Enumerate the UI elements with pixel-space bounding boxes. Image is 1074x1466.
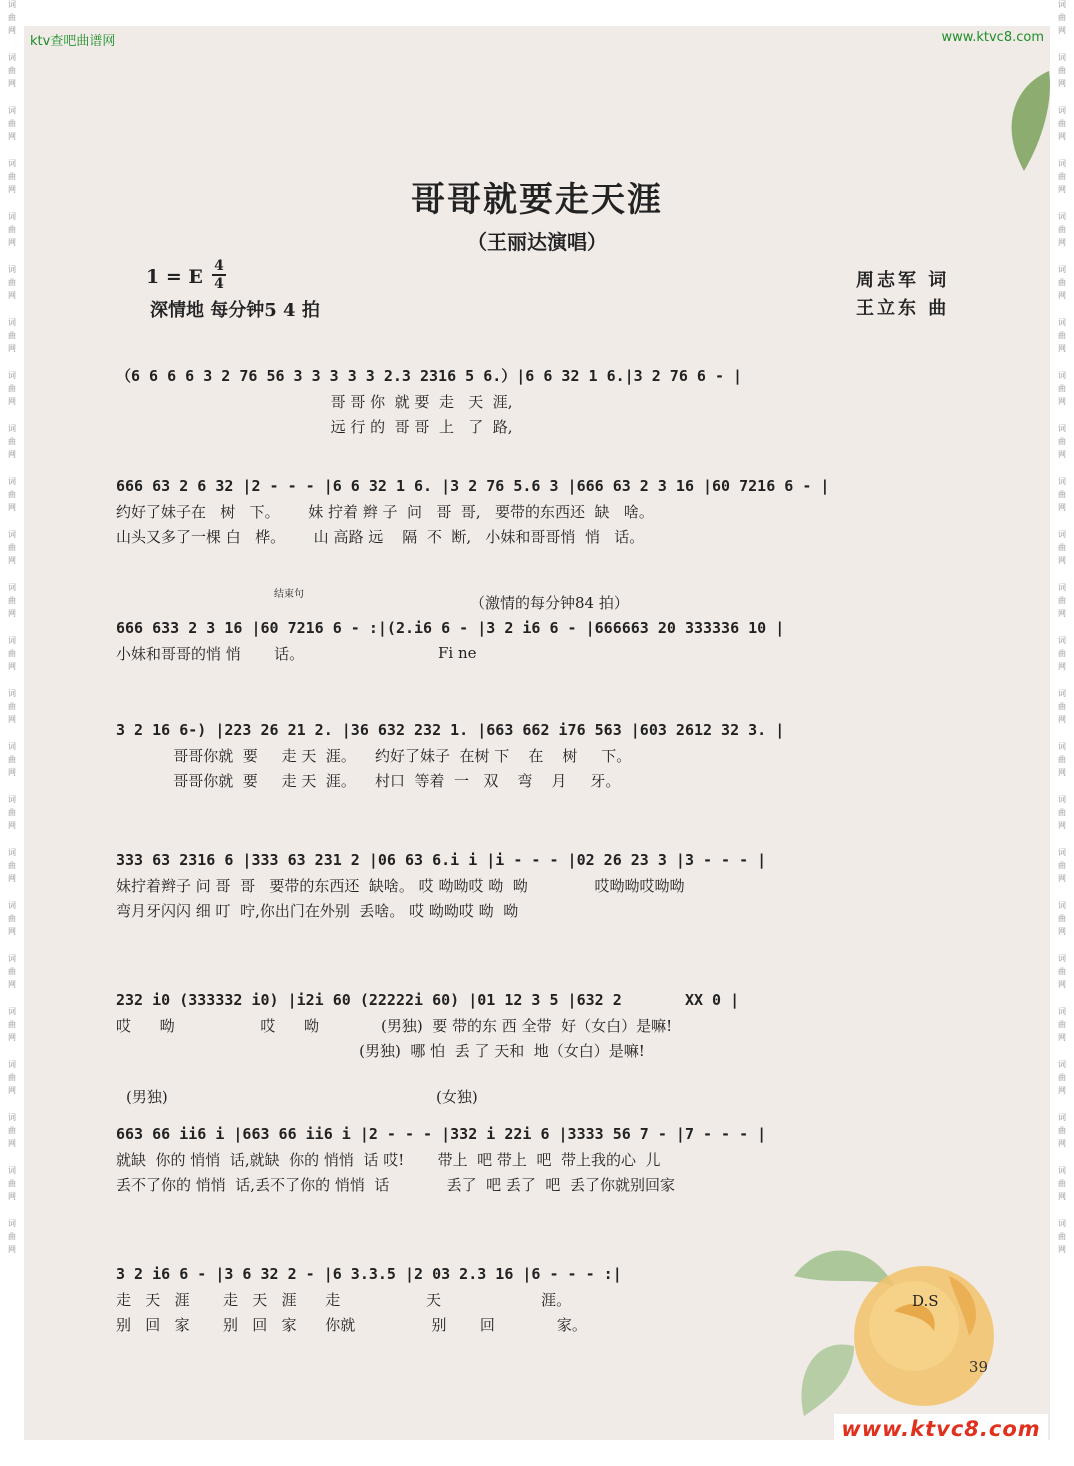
song-subtitle: （王丽达演唱） xyxy=(467,230,607,254)
side-watermark-char: 词 xyxy=(1058,106,1066,115)
side-watermark-char: 曲 xyxy=(8,225,16,234)
side-watermark-char: 曲 xyxy=(8,66,16,75)
system-6 xyxy=(116,986,966,1064)
side-watermark-char: 网 xyxy=(1058,397,1066,406)
side-watermark-char: 网 xyxy=(8,79,16,88)
side-watermark-char: 曲 xyxy=(1058,13,1066,22)
side-watermark-char: 词 xyxy=(1058,848,1066,857)
side-watermark-char: 网 xyxy=(8,185,16,194)
side-watermark-char: 网 xyxy=(1058,291,1066,300)
lyric-line-verse-1: 走 天 涯 走 天 涯 走 天 涯。 xyxy=(116,1291,572,1309)
lyric-line-verse-1: 约好了妹子在 树 下。 妹 拧着 辫 子 问 哥 哥, 要带的东西还 缺 啥。 xyxy=(116,503,654,521)
side-watermark-char: 词 xyxy=(8,477,16,486)
side-watermark-char: 曲 xyxy=(8,437,16,446)
side-watermark-char: 网 xyxy=(8,874,16,883)
side-watermark-char: 曲 xyxy=(8,331,16,340)
side-watermark-char: 词 xyxy=(1058,1113,1066,1122)
side-watermark-char: 曲 xyxy=(1058,278,1066,287)
side-watermark-char: 网 xyxy=(1058,503,1066,512)
side-watermark-char: 网 xyxy=(1058,1192,1066,1201)
side-watermark-char: 曲 xyxy=(8,702,16,711)
side-watermark-char: 曲 xyxy=(8,861,16,870)
side-watermark-char: 网 xyxy=(1058,556,1066,565)
side-watermark-char: 曲 xyxy=(1058,1179,1066,1188)
side-watermark-char: 曲 xyxy=(1058,702,1066,711)
side-watermark-char: 词 xyxy=(1058,53,1066,62)
male-solo-marking: (男独) xyxy=(126,1088,168,1106)
side-watermark-char: 网 xyxy=(1058,185,1066,194)
side-watermark-char: 词 xyxy=(8,795,16,804)
female-solo-marking: (女独) xyxy=(436,1088,478,1106)
lyric-line-verse-2: 弯月牙闪闪 细 叮 咛,你出门在外别 丢啥。 哎 呦呦哎 呦 呦 xyxy=(116,902,519,920)
watermark-site-name[interactable]: ktv查吧曲谱网 xyxy=(30,34,116,49)
side-watermark-char: 词 xyxy=(8,1060,16,1069)
side-watermark-char: 词 xyxy=(1058,1060,1066,1069)
side-watermark-char: 词 xyxy=(1058,954,1066,963)
tempo-marking: 深情地 每分钟5 4 拍 xyxy=(150,300,320,321)
side-watermark-char: 词 xyxy=(1058,424,1066,433)
system-7 xyxy=(116,1120,966,1198)
side-watermark-char: 词 xyxy=(8,689,16,698)
side-watermark-char: 曲 xyxy=(1058,225,1066,234)
side-watermark-char: 词 xyxy=(1058,1219,1066,1228)
song-title: 哥哥就要走天涯 xyxy=(411,180,663,220)
side-watermark-char: 词 xyxy=(8,1113,16,1122)
side-watermark-char: 网 xyxy=(8,980,16,989)
side-watermark-char: 词 xyxy=(8,901,16,910)
side-watermark-char: 曲 xyxy=(8,1126,16,1135)
notation-line: 3 2 i6 6 - |3 6 32 2 - |6 3.3.5 |2 03 2.3 16 |6 - - - :| xyxy=(116,1265,622,1283)
side-watermark-char: 曲 xyxy=(1058,1126,1066,1135)
lyric-line-verse-1: 哥 哥 你 就 要 走 天 涯, xyxy=(116,393,513,411)
side-watermark-char: 词 xyxy=(8,318,16,327)
side-watermark-char: 曲 xyxy=(1058,119,1066,128)
side-watermark-char: 词 xyxy=(1058,795,1066,804)
side-watermark-char: 网 xyxy=(1058,26,1066,35)
side-watermark-char: 曲 xyxy=(1058,331,1066,340)
lyric-line-verse-2: 丢不了你的 悄悄 话,丢不了你的 悄悄 话 丢了 吧 丢了 吧 丢了你就别回家 xyxy=(116,1176,675,1194)
side-watermark-char: 网 xyxy=(1058,715,1066,724)
side-watermark-char: 词 xyxy=(1058,212,1066,221)
side-watermark-char: 词 xyxy=(8,212,16,221)
side-watermark-char: 网 xyxy=(1058,1086,1066,1095)
side-watermark-char: 网 xyxy=(8,821,16,830)
system-2 xyxy=(116,472,966,550)
side-watermark-char: 词 xyxy=(1058,742,1066,751)
side-watermark-char: 曲 xyxy=(1058,384,1066,393)
side-watermark-char: 网 xyxy=(1058,132,1066,141)
tempo-change-marking: （激情的每分钟84 拍） xyxy=(470,594,629,612)
side-watermark-char: 曲 xyxy=(1058,755,1066,764)
side-watermark-char: 曲 xyxy=(1058,861,1066,870)
notation-line: 663 66 ii6 i |663 66 ii6 i |2 - - - |332 i 22i 6 |3333 56 7 - |7 - - - | xyxy=(116,1125,767,1143)
side-watermark-char: 曲 xyxy=(8,808,16,817)
side-watermark-char: 词 xyxy=(8,371,16,380)
side-watermark-char: 词 xyxy=(1058,477,1066,486)
side-watermark-char: 曲 xyxy=(1058,596,1066,605)
lyric-line-verse-2: 哥哥你就 要 走 天 涯。 村口 等着 一 双 弯 月 牙。 xyxy=(116,772,621,790)
lyric-line-verse-2: 别 回 家 别 回 家 你就 别 回 家。 xyxy=(116,1316,587,1334)
side-watermark-char: 词 xyxy=(1058,636,1066,645)
side-watermark-char: 词 xyxy=(8,265,16,274)
side-watermark-char: 词 xyxy=(8,636,16,645)
side-watermark-char: 曲 xyxy=(1058,1232,1066,1241)
side-watermark-char: 曲 xyxy=(8,13,16,22)
side-watermark-char: 曲 xyxy=(8,914,16,923)
side-watermark-char: 网 xyxy=(1058,450,1066,459)
side-watermark-char: 曲 xyxy=(1058,543,1066,552)
side-watermark-char: 词 xyxy=(8,159,16,168)
side-watermark-char: 网 xyxy=(8,1192,16,1201)
side-watermark-char: 网 xyxy=(8,1033,16,1042)
side-watermark-char: 网 xyxy=(1058,662,1066,671)
side-watermark-char: 网 xyxy=(1058,79,1066,88)
lyric-line-verse-2: 远 行 的 哥 哥 上 了 路, xyxy=(116,418,513,436)
side-watermark-char: 网 xyxy=(1058,768,1066,777)
side-watermark-char: 网 xyxy=(8,556,16,565)
side-watermark-char: 网 xyxy=(1058,1139,1066,1148)
side-watermark-char: 网 xyxy=(8,344,16,353)
notation-line: 3 2 16 6-) |223 26 21 2. |36 632 232 1. |663 662 i76 563 |603 2612 32 3. | xyxy=(116,721,785,739)
system-1 xyxy=(116,362,966,440)
side-watermark-char: 网 xyxy=(8,26,16,35)
side-watermark-char: 曲 xyxy=(8,967,16,976)
side-watermark-char: 网 xyxy=(8,768,16,777)
time-signature-top: 4 xyxy=(214,258,224,274)
notation-line: （6 6 6 6 3 2 76 56 3 3 3 3 3 2.3 2316 5 6.）|6 6 32 1 6.|3 2 76 6 - | xyxy=(116,367,743,385)
side-watermark-char: 曲 xyxy=(1058,649,1066,658)
side-watermark-char: 曲 xyxy=(1058,66,1066,75)
lyric-line-verse-1: 哎 呦 哎 呦 (男独) 要 带的东 西 全带 好（女白）是嘛! xyxy=(116,1017,673,1035)
ending-phrase-label: 结束句 xyxy=(274,589,304,600)
time-signature-bottom: 4 xyxy=(214,275,224,292)
side-watermark-char: 词 xyxy=(1058,1007,1066,1016)
side-watermark-char: 网 xyxy=(8,662,16,671)
side-watermark-char: 词 xyxy=(8,1007,16,1016)
side-watermark-char: 曲 xyxy=(1058,914,1066,923)
side-watermark-char: 曲 xyxy=(1058,1073,1066,1082)
side-watermark-char: 曲 xyxy=(8,278,16,287)
side-watermark-char: 曲 xyxy=(8,384,16,393)
side-watermark-char: 曲 xyxy=(1058,437,1066,446)
side-watermark-char: 词 xyxy=(8,583,16,592)
side-watermark-char: 网 xyxy=(8,715,16,724)
side-watermark-char: 词 xyxy=(1058,901,1066,910)
side-watermark-char: 词 xyxy=(8,530,16,539)
side-watermark-char: 词 xyxy=(1058,371,1066,380)
side-watermark-char: 曲 xyxy=(1058,490,1066,499)
side-watermark-char: 曲 xyxy=(8,1073,16,1082)
lyricist-credit: 周志军 词 xyxy=(856,270,950,291)
side-watermark-char: 词 xyxy=(8,954,16,963)
side-watermark-char: 网 xyxy=(1058,821,1066,830)
side-watermark-char: 网 xyxy=(1058,238,1066,247)
side-watermark-char: 词 xyxy=(8,424,16,433)
side-watermark-char: 网 xyxy=(8,397,16,406)
side-watermark-char: 网 xyxy=(8,1245,16,1254)
side-watermark-char: 曲 xyxy=(8,172,16,181)
side-watermark-char: 网 xyxy=(8,503,16,512)
system-3 xyxy=(116,614,966,667)
side-watermark-char: 曲 xyxy=(1058,172,1066,181)
time-signature xyxy=(212,258,226,292)
side-watermark-char: 网 xyxy=(1058,609,1066,618)
system-5 xyxy=(116,846,966,924)
side-watermark-char: 网 xyxy=(8,132,16,141)
side-watermark-char: 曲 xyxy=(8,1232,16,1241)
side-watermark-char: 网 xyxy=(8,609,16,618)
watermark-url[interactable]: www.ktvc8.com xyxy=(941,30,1044,45)
side-watermark-char: 词 xyxy=(1058,318,1066,327)
notation-line: 666 63 2 6 32 |2 - - - |6 6 32 1 6. |3 2 76 5.6 3 |666 63 2 3 16 |60 7216 6 - | xyxy=(116,477,830,495)
fine-marking: Fi ne xyxy=(438,644,477,662)
side-watermark-char: 曲 xyxy=(8,596,16,605)
side-watermark-char: 网 xyxy=(8,927,16,936)
lyric-line-verse-1: 小妹和哥哥的悄 悄 话。 xyxy=(116,645,305,663)
side-watermark-char: 词 xyxy=(8,0,16,9)
ds-marking: D.S xyxy=(912,1292,939,1310)
side-watermark-char: 词 xyxy=(8,1166,16,1175)
side-watermark-char: 词 xyxy=(1058,265,1066,274)
side-watermark-char: 网 xyxy=(1058,874,1066,883)
side-watermark-char: 网 xyxy=(1058,1245,1066,1254)
side-watermark-char: 曲 xyxy=(1058,808,1066,817)
system-4 xyxy=(116,716,966,794)
side-watermark-char: 词 xyxy=(1058,583,1066,592)
lyric-line-verse-2: (男独) 哪 怕 丢 了 天和 地（女白）是嘛! xyxy=(116,1042,645,1060)
side-watermark-char: 网 xyxy=(8,291,16,300)
lyric-line-verse-2: 山头又多了一棵 白 桦。 山 高路 远 隔 不 断, 小妹和哥哥悄 悄 话。 xyxy=(116,528,645,546)
page-number: 39 xyxy=(968,1358,988,1376)
composer-credit: 王立东 曲 xyxy=(856,298,950,319)
side-watermark-char: 词 xyxy=(8,106,16,115)
side-watermark-char: 网 xyxy=(1058,344,1066,353)
side-watermark-char: 网 xyxy=(8,1086,16,1095)
side-watermark-char: 词 xyxy=(8,53,16,62)
side-watermark-char: 词 xyxy=(1058,159,1066,168)
side-watermark-char: 曲 xyxy=(1058,1020,1066,1029)
lyric-line-verse-1: 妹拧着辫子 问 哥 哥 要带的东西还 缺啥。 哎 呦呦哎 呦 呦 哎呦呦哎呦呦 xyxy=(116,877,685,895)
side-watermark-char: 网 xyxy=(1058,927,1066,936)
system-8 xyxy=(116,1260,966,1338)
side-watermark-char: 词 xyxy=(1058,1166,1066,1175)
side-watermark-char: 网 xyxy=(8,238,16,247)
side-watermark-char: 词 xyxy=(1058,0,1066,9)
notation-line: 232 i0 (333332 i0) |i2i 60 (22222i 60) |01 12 3 5 |632 2 XX 0 | xyxy=(116,991,740,1009)
side-watermark-char: 词 xyxy=(8,742,16,751)
bottom-watermark-logo[interactable]: www.ktvc8.com xyxy=(834,1414,1048,1444)
side-watermark-char: 曲 xyxy=(8,1020,16,1029)
side-watermark-char: 词 xyxy=(8,1219,16,1228)
side-watermark-char: 曲 xyxy=(8,543,16,552)
side-watermark-char: 曲 xyxy=(8,119,16,128)
side-watermark-char: 网 xyxy=(8,450,16,459)
key-signature: 1 = E xyxy=(146,266,203,288)
side-watermark-char: 曲 xyxy=(8,1179,16,1188)
leaf-decoration xyxy=(994,66,1050,176)
lyric-line-verse-1: 哥哥你就 要 走 天 涯。 约好了妹子 在树 下 在 树 下。 xyxy=(116,747,632,765)
side-watermark-char: 网 xyxy=(1058,1033,1066,1042)
side-watermark-char: 词 xyxy=(8,848,16,857)
side-watermark-char: 词 xyxy=(1058,530,1066,539)
side-watermark-char: 网 xyxy=(1058,980,1066,989)
notation-line: 666 633 2 3 16 |60 7216 6 - :|(2.i6 6 - |3 2 i6 6 - |666663 20 333336 10 | xyxy=(116,619,785,637)
side-watermark-char: 曲 xyxy=(8,755,16,764)
lyric-line-verse-1: 就缺 你的 悄悄 话,就缺 你的 悄悄 话 哎! 带上 吧 带上 吧 带上我的心 儿 xyxy=(116,1151,661,1169)
notation-line: 333 63 2316 6 |333 63 231 2 |06 63 6.i i |i - - - |02 26 23 3 |3 - - - | xyxy=(116,851,767,869)
side-watermark-char: 曲 xyxy=(8,490,16,499)
side-watermark-char: 曲 xyxy=(8,649,16,658)
side-watermark-char: 网 xyxy=(8,1139,16,1148)
side-watermark-char: 词 xyxy=(1058,689,1066,698)
side-watermark-char: 曲 xyxy=(1058,967,1066,976)
